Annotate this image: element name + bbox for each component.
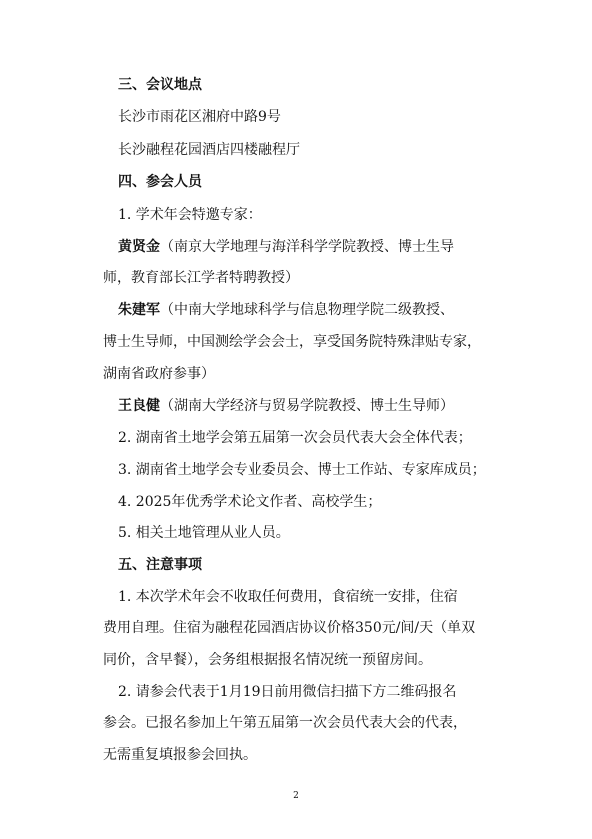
venue-heading: 三、会议地点: [118, 77, 202, 93]
attendees-item-2: 2. 湖南省土地学会第五届第一次会员代表大会全体代表；: [118, 430, 472, 446]
notes-heading: 五、注意事项: [118, 557, 202, 573]
venue-hall: 长沙融程花园酒店四楼融程厅: [118, 142, 300, 158]
note-1-cont-2: 同价，含早餐），会务组根据报名情况统一预留房间。: [103, 652, 432, 668]
expert-1-name: 黄贤金: [118, 239, 160, 255]
attendees-item-1: 1. 学术年会特邀专家：: [118, 207, 262, 223]
note-2-cont-2: 无需重复填报参会回执。: [103, 747, 257, 763]
attendees-heading: 四、参会人员: [118, 174, 202, 190]
attendees-item-3: 3. 湖南省土地学会专业委员会、博士工作站、专家库成员；: [118, 462, 486, 478]
expert-1-desc-cont: 师，教育部长江学者特聘教授）: [103, 270, 299, 286]
expert-3-desc: （湖南大学经济与贸易学院教授、博士生导师）: [160, 398, 454, 414]
note-2-cont: 参会。已报名参加上午第五届第一次会员代表大会的代表，: [103, 715, 467, 731]
attendees-item-4: 4. 2025年优秀学术论文作者、高校学生；: [118, 494, 382, 510]
expert-2-desc: （中南大学地球科学与信息物理学院二级教授、: [160, 302, 454, 318]
venue-address: 长沙市雨花区湘府中路9号: [118, 109, 281, 125]
note-1-cont: 费用自理。住宿为融程花园酒店协议价格350元/间/天（单双: [103, 620, 476, 636]
expert-2: [118, 300, 592, 320]
note-2: 2. 请参会代表于1月19日前用微信扫描下方二维码报名: [118, 684, 457, 700]
attendees-item-5: 5. 相关土地管理从业人员。: [118, 525, 290, 541]
expert-1-desc: （南京大学地理与海洋科学学院教授、博士生导: [160, 239, 454, 255]
expert-1: [118, 237, 592, 257]
expert-3-name: 王良健: [118, 398, 160, 414]
expert-2-desc-cont: 博士生导师，中国测绘学会会士，享受国务院特殊津贴专家，: [103, 334, 481, 350]
expert-2-name: 朱建军: [118, 302, 160, 318]
note-1: 1. 本次学术年会不收取任何费用，食宿统一安排，住宿: [118, 589, 458, 605]
expert-3: [118, 396, 592, 416]
page-number: 2: [293, 791, 299, 801]
expert-2-desc-cont-2: 湖南省政府参事）: [103, 366, 215, 382]
